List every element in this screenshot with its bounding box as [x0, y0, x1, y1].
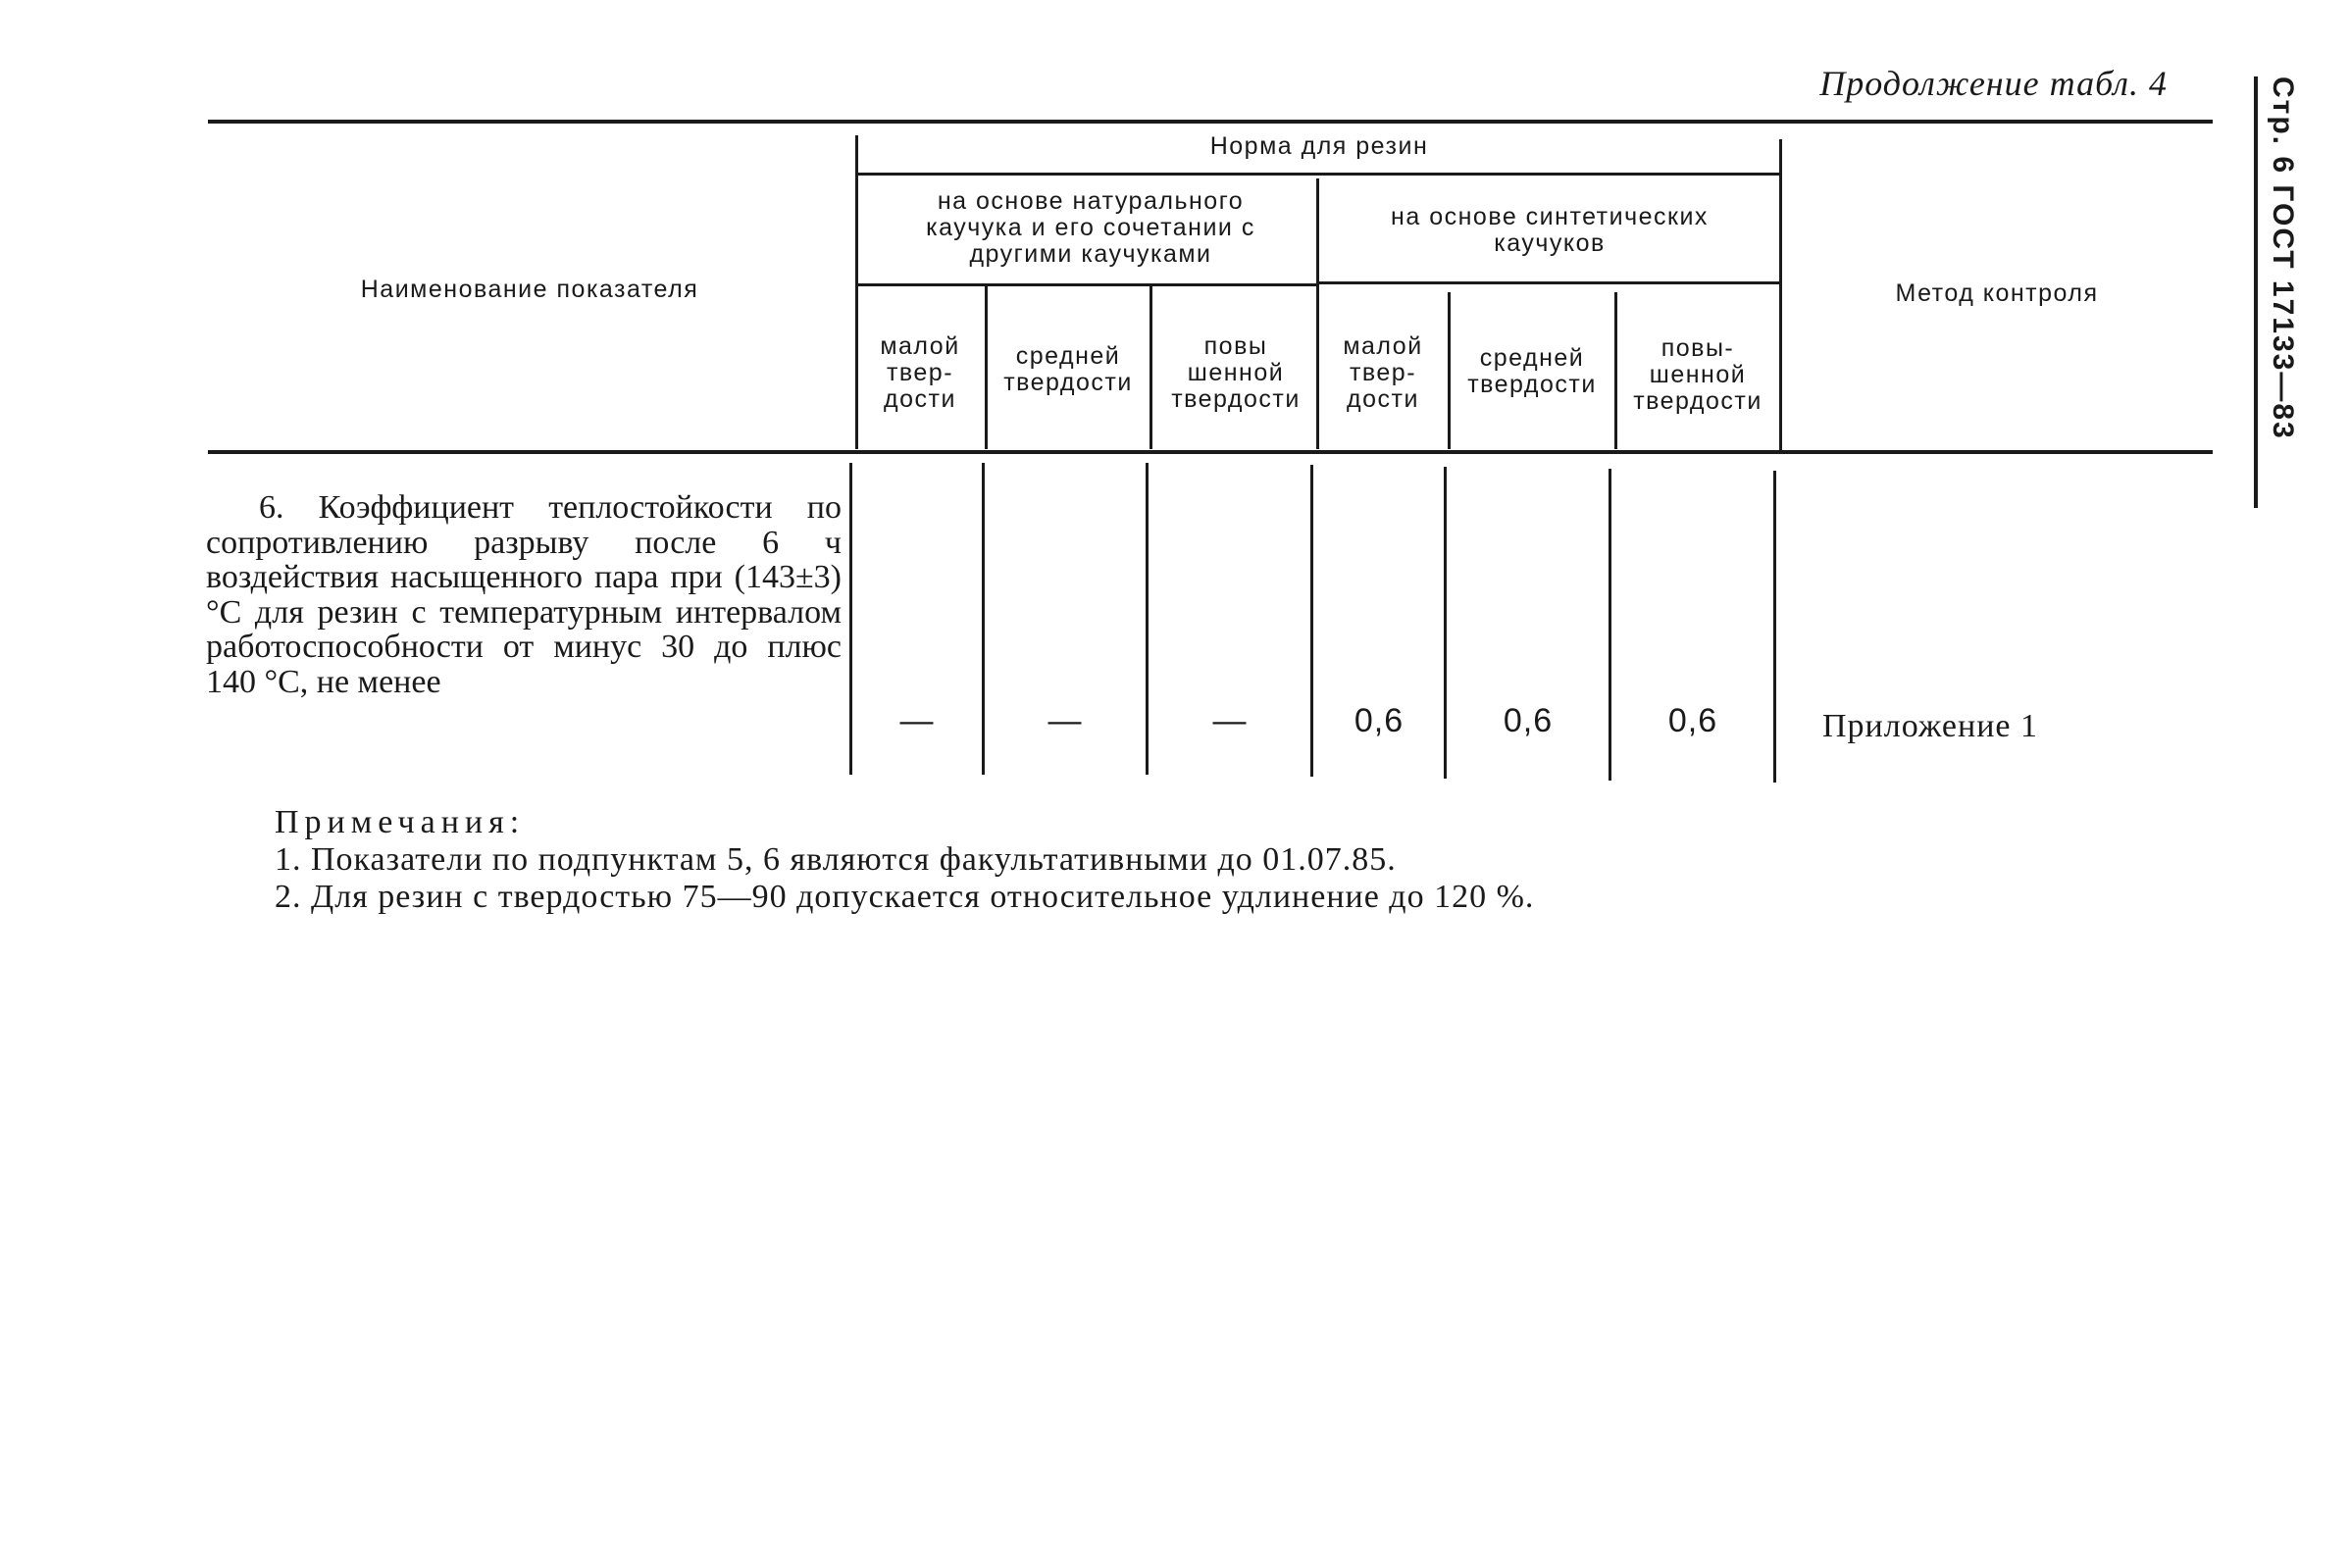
body-divider-2	[1146, 463, 1149, 775]
note-item: 1. Показатели по подпунктам 5, 6 являются факультативными до 01.07.85.	[275, 841, 1397, 878]
subgroup-rule-right	[1318, 281, 1781, 284]
col-header-method: Метод контроля	[1895, 279, 2099, 307]
group-divider	[1316, 178, 1319, 449]
subcol-synthetic-high: повы-шенной твердости	[1633, 334, 1762, 415]
page-label-strip	[2254, 76, 2301, 508]
value-natural-high: —	[1212, 702, 1248, 739]
body-divider-5	[1609, 469, 1611, 781]
notes-title: Примечания:	[275, 804, 526, 840]
body-divider-3	[1310, 465, 1313, 777]
body-divider-0	[849, 463, 852, 775]
subgroup-rule-left	[857, 283, 1318, 286]
row-indicator-name: 6. Коэффициент теплостойкости по сопротивлению разрыву после 6 ч воздействия насыщенного пара при (143±3) °С для резин с температурным интервалом работоспособности от минус 30 до плюс 140 °С, не менее	[206, 489, 842, 700]
norm-group-rule	[857, 173, 1781, 176]
table-top-rule	[208, 120, 2213, 124]
subcol-natural-high: повы шенной твердости	[1171, 332, 1301, 413]
value-synthetic-high: 0,6	[1667, 702, 1718, 739]
notes-block	[275, 804, 1534, 916]
subcol-divider-2	[1149, 286, 1152, 449]
body-divider-6	[1773, 471, 1776, 783]
note-item: 2. Для резин с твердостью 75—90 допускается относительное удлинение до 120 %.	[275, 879, 1535, 915]
body-divider-4	[1444, 467, 1447, 779]
value-natural-low: —	[899, 702, 935, 739]
value-method: Приложение 1	[1822, 708, 2038, 744]
subcol-synthetic-mid: средней твердости	[1467, 344, 1597, 398]
col-header-norm: Норма для резин	[1209, 132, 1429, 160]
value-natural-mid: —	[1047, 702, 1083, 739]
group-header-synthetic: на основе синтетических каучуков	[1391, 203, 1709, 257]
value-synthetic-mid: 0,6	[1503, 702, 1554, 739]
col-divider-name	[855, 135, 858, 449]
subcol-natural-low: малой твер-дости	[880, 332, 960, 413]
group-header-natural: на основе натурального каучука и его сочетании с другими каучуками	[926, 187, 1255, 268]
value-synthetic-low: 0,6	[1354, 702, 1405, 739]
subcol-synthetic-low: малой твер-дости	[1343, 332, 1423, 413]
subcol-divider-4	[1448, 292, 1451, 449]
subcol-natural-mid: средней твердости	[1003, 342, 1133, 396]
table-continuation-caption: Продолжение табл. 4	[1819, 64, 2168, 103]
header-bottom-rule	[208, 450, 2213, 454]
subcol-divider-5	[1614, 292, 1617, 449]
page-label: Стр. 6 ГОСТ 17133—83	[2267, 76, 2299, 440]
col-header-name: Наименование показателя	[360, 276, 699, 303]
subcol-divider-1	[985, 286, 988, 449]
